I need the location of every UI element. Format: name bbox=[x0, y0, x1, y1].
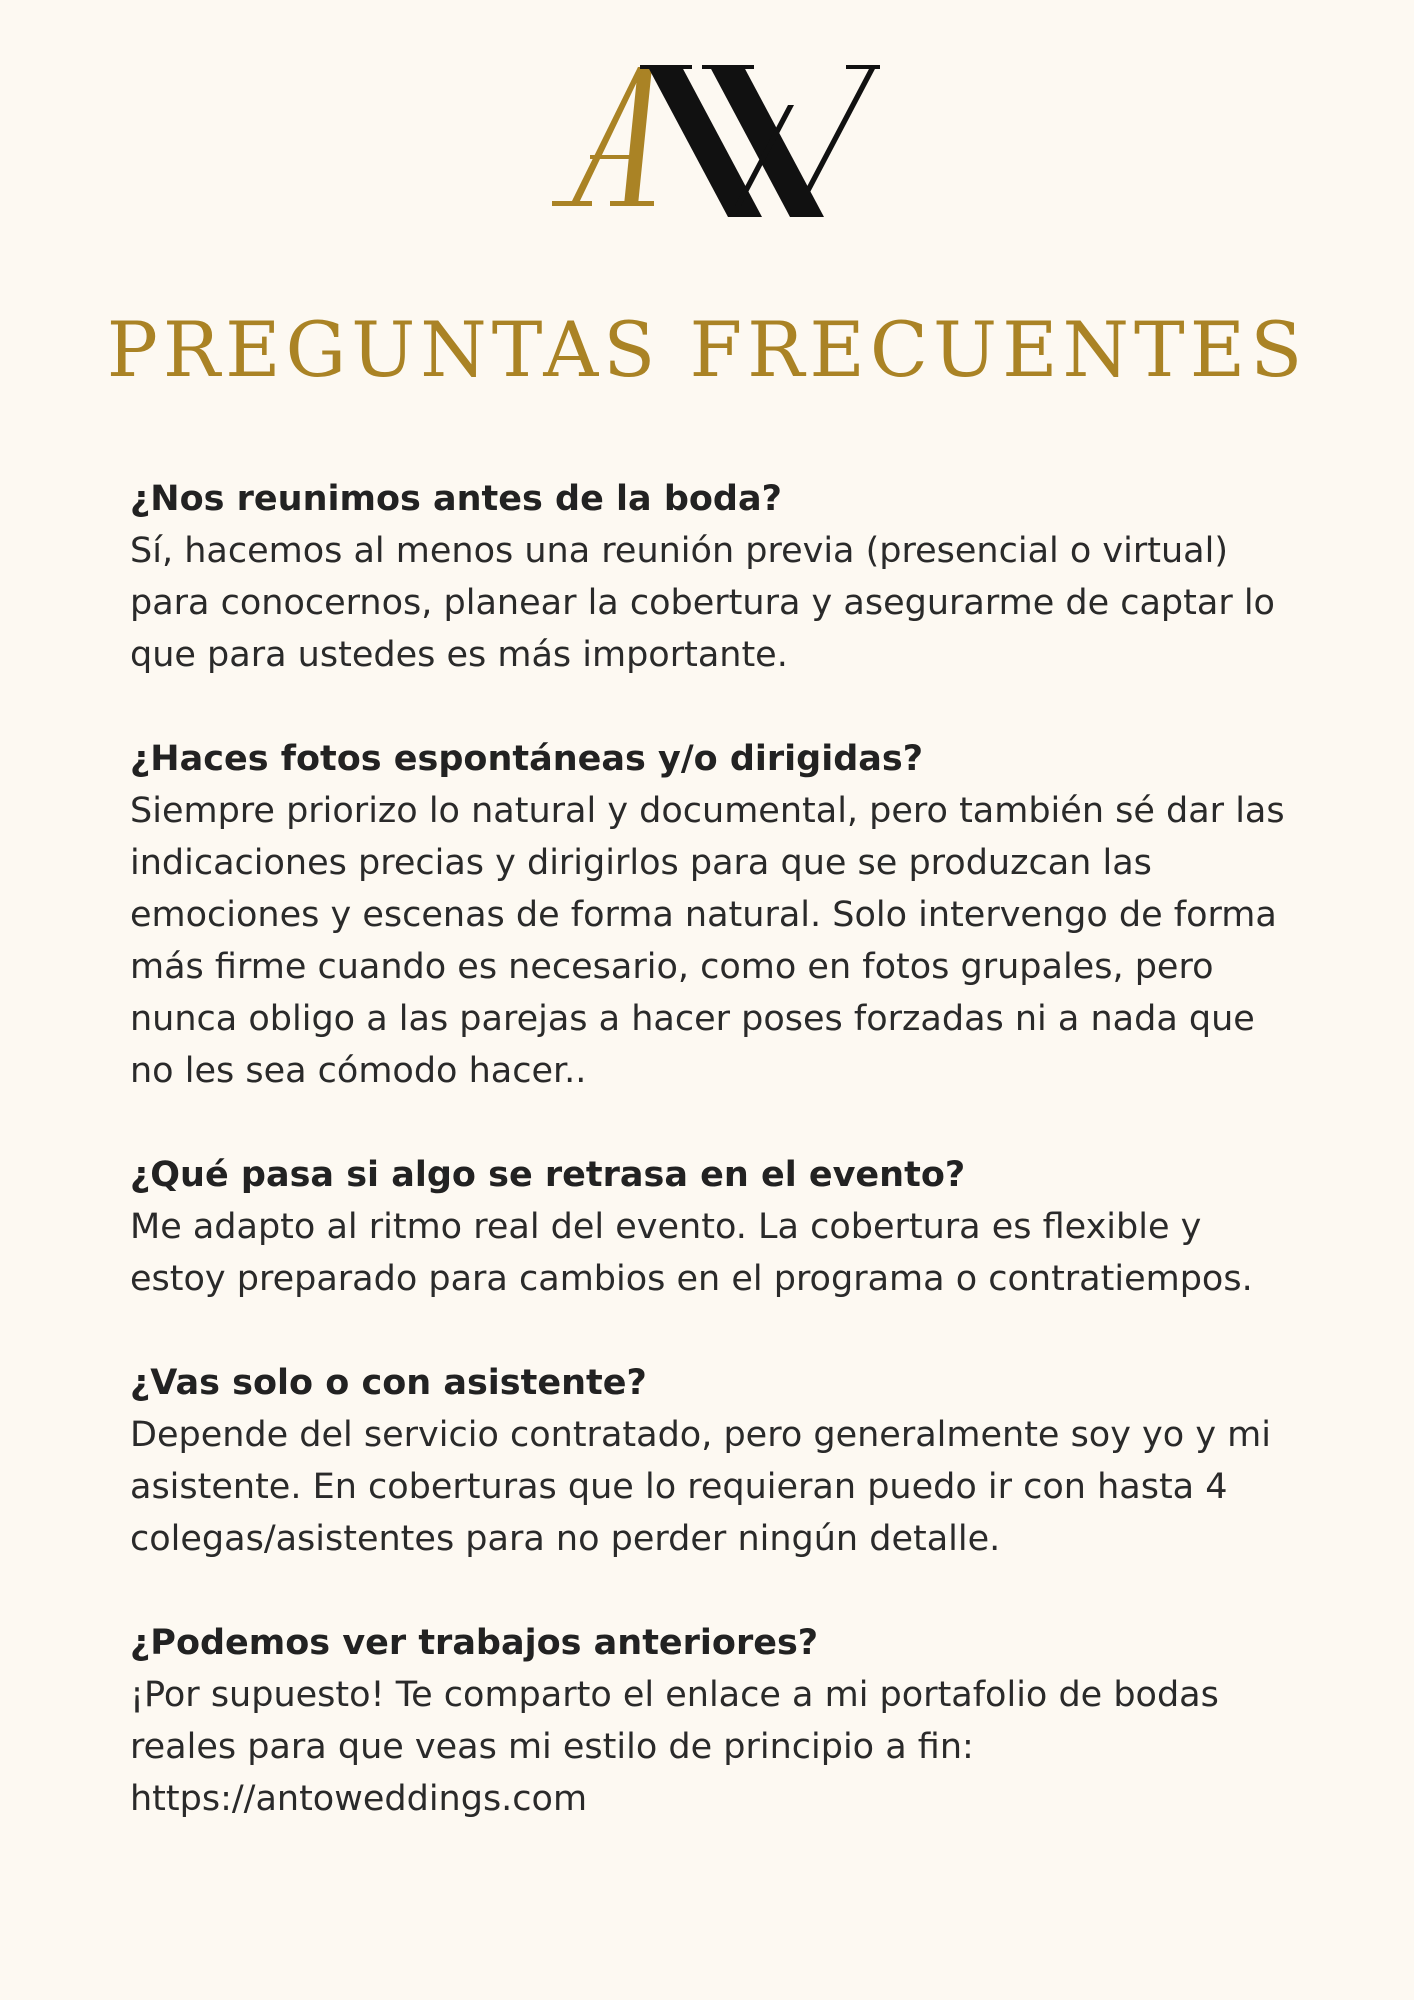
faq-question: ¿Nos reunimos antes de la boda? bbox=[130, 479, 782, 519]
faq-answer bbox=[130, 1409, 1310, 1565]
answer-line: asistente. En coberturas que lo requieran puedo ir con hasta 4 bbox=[130, 1467, 1228, 1507]
faq-answer bbox=[130, 525, 1310, 681]
logo-letter-a bbox=[552, 67, 654, 206]
faq-answer bbox=[130, 785, 1310, 1097]
faq-question: ¿Vas solo o con asistente? bbox=[130, 1363, 647, 1403]
faq-item bbox=[130, 1617, 1310, 1825]
answer-line: no les sea cómodo hacer.. bbox=[130, 1051, 587, 1091]
answer-line: colegas/asistentes para no perder ningún detalle. bbox=[130, 1519, 1001, 1559]
faq-question: ¿Qué pasa si algo se retrasa en el evento? bbox=[130, 1155, 966, 1195]
faq-question: ¿Haces fotos espontáneas y/o dirigidas? bbox=[130, 739, 924, 779]
faq-question: ¿Podemos ver trabajos anteriores? bbox=[130, 1623, 819, 1663]
faq-answer bbox=[130, 1201, 1310, 1305]
answer-line: más firme cuando es necesario, como en fotos grupales, pero bbox=[130, 947, 1214, 987]
brand-logo bbox=[540, 55, 880, 230]
answer-line: estoy preparado para cambios en el programa o contratiempos. bbox=[130, 1259, 1253, 1299]
page-title: PREGUNTAS FRECUENTES bbox=[106, 305, 1308, 394]
answer-line: que para ustedes es más importante. bbox=[130, 635, 788, 675]
website-link[interactable]: https://antoweddings.com bbox=[130, 1779, 588, 1819]
answer-line: Sí, hacemos al menos una reunión previa (presencial o virtual) bbox=[130, 531, 1228, 571]
answer-line: emociones y escenas de forma natural. Solo intervengo de forma bbox=[130, 895, 1277, 935]
answer-line: indicaciones precias y dirigirlos para que se produzcan las bbox=[130, 843, 1152, 883]
faq-item bbox=[130, 473, 1310, 681]
answer-line: Siempre priorizo lo natural y documental, pero también sé dar las bbox=[130, 791, 1285, 831]
answer-line: Depende del servicio contratado, pero generalmente soy yo y mi bbox=[130, 1415, 1271, 1455]
answer-line: reales para que veas mi estilo de principio a fin: bbox=[130, 1727, 974, 1767]
answer-line: ¡Por supuesto! Te comparto el enlace a mi portafolio de bodas bbox=[130, 1675, 1219, 1715]
answer-line: nunca obligo a las parejas a hacer poses forzadas ni a nada que bbox=[130, 999, 1255, 1039]
logo-letter-w bbox=[640, 65, 880, 217]
faq-answer bbox=[130, 1669, 1310, 1825]
answer-line: Me adapto al ritmo real del evento. La cobertura es flexible y bbox=[130, 1207, 1202, 1247]
faq-item bbox=[130, 1357, 1310, 1565]
faq-list bbox=[130, 473, 1310, 1877]
faq-item bbox=[130, 733, 1310, 1097]
answer-line: para conocernos, planear la cobertura y asegurarme de captar lo bbox=[130, 583, 1275, 623]
faq-item bbox=[130, 1149, 1310, 1305]
